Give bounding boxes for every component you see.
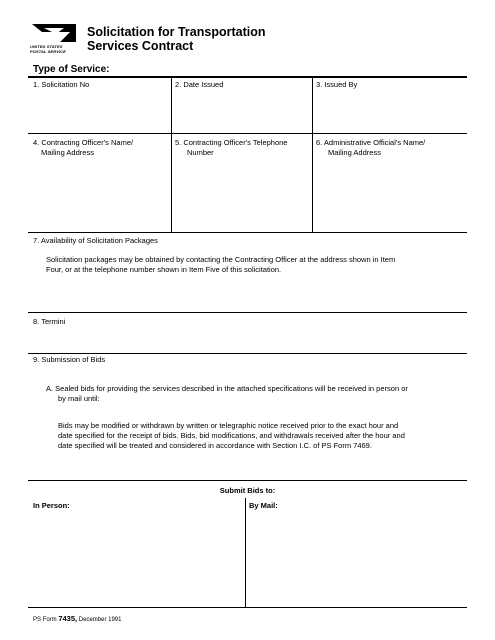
label-co-phone-line1: 5. Contracting Officer's Telephone bbox=[175, 138, 288, 147]
rule-row2-top bbox=[28, 133, 467, 134]
label-date-issued: 2. Date Issued bbox=[175, 80, 224, 89]
field-date-issued[interactable] bbox=[175, 80, 223, 90]
item9-paragraph-modify bbox=[58, 421, 405, 451]
divider-col1 bbox=[171, 77, 172, 232]
item7-label: 7. Availability of Solicitation Packages bbox=[33, 236, 158, 245]
submit-bids-heading: Submit Bids to: bbox=[219, 486, 276, 495]
field-issued-by[interactable] bbox=[316, 80, 357, 90]
label-ao-name-line1: 6. Administrative Official's Name/ bbox=[316, 138, 426, 147]
label-solicitation-no: 1. Solicitation No bbox=[33, 80, 90, 89]
logo-text bbox=[30, 44, 66, 54]
field-by-mail[interactable]: By Mail: bbox=[249, 501, 278, 510]
item9-p-line3: date specified will be treated and considered in accordance with Section I.C. of PS Form 7469. bbox=[58, 441, 372, 450]
form-footer bbox=[33, 614, 121, 623]
item9-p-line1: Bids may be modified or withdrawn by written or telegraphic notice received prior to the exact hour and bbox=[58, 421, 399, 430]
label-ao-name-line2: Mailing Address bbox=[328, 148, 381, 157]
rule-item7-top bbox=[28, 232, 467, 233]
item9-paragraph-a bbox=[46, 384, 408, 404]
item9-a-line2: by mail until: bbox=[58, 394, 100, 403]
label-co-name-line2: Mailing Address bbox=[41, 148, 94, 157]
field-solicitation-no[interactable] bbox=[33, 80, 89, 90]
label-co-name-line1: 4. Contracting Officer's Name/ bbox=[33, 138, 134, 147]
field-contracting-officer-name[interactable] bbox=[33, 138, 133, 158]
item7-text bbox=[46, 255, 395, 275]
rule-row1-top bbox=[28, 77, 467, 78]
rule-submit-top bbox=[28, 480, 467, 481]
footer-prefix: PS Form bbox=[33, 617, 59, 623]
title-line2: Services Contract bbox=[87, 39, 194, 53]
footer-form-number: 7435, bbox=[58, 614, 78, 623]
field-termini[interactable]: 8. Termini bbox=[33, 317, 66, 326]
field-administrative-official-name[interactable] bbox=[316, 138, 425, 158]
logo-line2: POSTAL SERVICE bbox=[30, 49, 66, 54]
item9-a-line1: A. Sealed bids for providing the services described in the attached specifications will be received in person or bbox=[46, 384, 408, 393]
field-in-person[interactable]: In Person: bbox=[33, 501, 70, 510]
usps-eagle-logo-icon bbox=[30, 22, 78, 62]
logo-line1: UNITED STATES bbox=[30, 44, 63, 49]
rule-item9-top bbox=[28, 353, 467, 354]
divider-col2 bbox=[312, 77, 313, 232]
type-of-service-label: Type of Service: bbox=[33, 64, 110, 75]
footer-date: December 1991 bbox=[77, 617, 122, 623]
title-line1: Solicitation for Transportation bbox=[87, 25, 266, 39]
label-co-phone-line2: Number bbox=[187, 148, 214, 157]
rule-bottom bbox=[28, 607, 467, 608]
label-issued-by: 3. Issued By bbox=[316, 80, 358, 89]
field-contracting-officer-telephone[interactable] bbox=[175, 138, 287, 158]
item7-text-line1: Solicitation packages may be obtained by contacting the Contracting Officer at the address shown in Item bbox=[46, 255, 396, 264]
item9-label: 9. Submission of Bids bbox=[33, 355, 106, 364]
divider-inperson-bymail bbox=[245, 498, 246, 607]
item9-p-line2: date specified for the receipt of bids. Bids, bid modifications, and withdrawals received after the hour and bbox=[58, 431, 405, 440]
rule-item8-top bbox=[28, 312, 467, 313]
item7-text-line2: Four, or at the telephone number shown in Item Five of this solicitation. bbox=[46, 265, 282, 274]
form-title bbox=[87, 25, 327, 53]
